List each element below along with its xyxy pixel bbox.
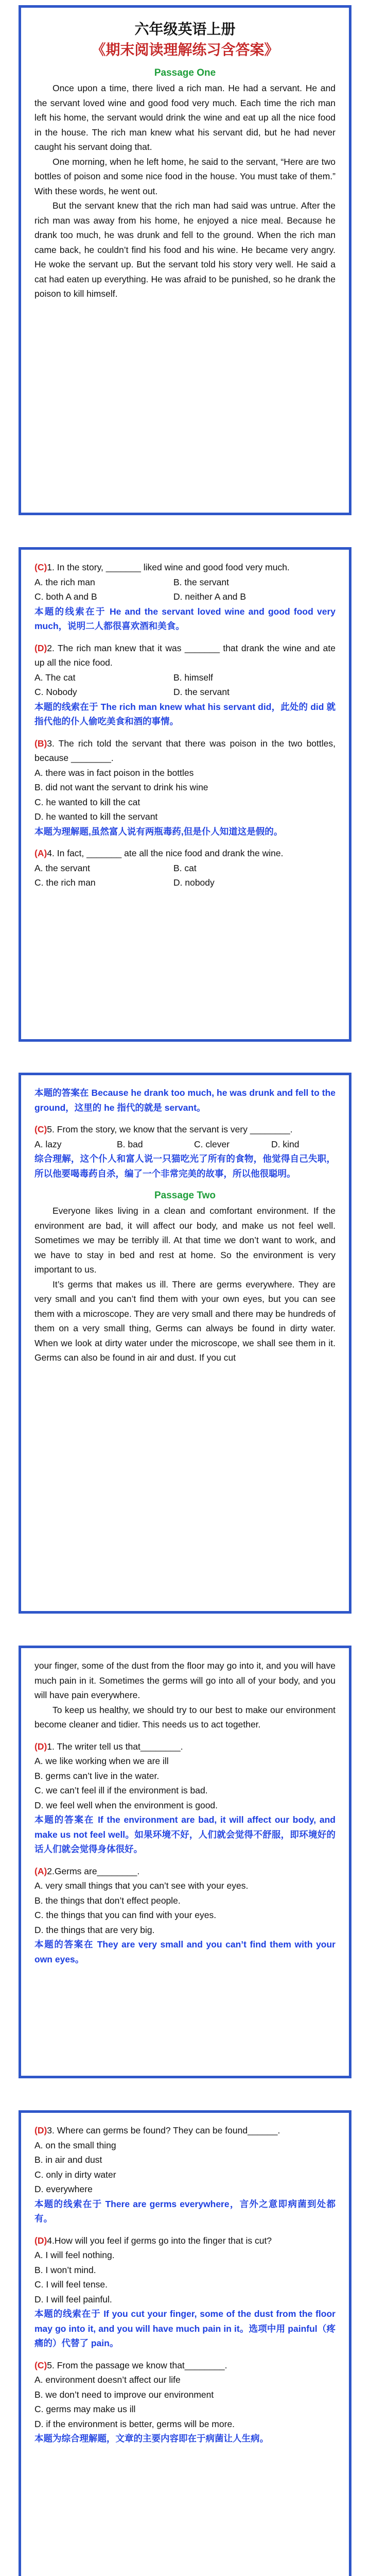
- passage-two-paragraph-3: To keep us healthy, we should try to our best to make our environment become cleaner and tidier. This needs us to act together.: [34, 1704, 336, 1730]
- passage-one-heading: Passage One: [154, 67, 216, 78]
- explanation-3: 本题为理解题,虽然富人说有两瓶毒药,但是仆人知道这是假的。: [34, 826, 283, 837]
- question-3: [34, 736, 336, 766]
- panel-questions-one: [19, 547, 351, 1042]
- question-2-5-stem: 5. From the passage we know that________.: [47, 2360, 227, 2370]
- explanation-2-3: 本题的线索在于 There are germs everywhere，言外之意即病菌到处都有。: [34, 2198, 336, 2224]
- question-5-options: [34, 1137, 336, 1152]
- question-4-options-row-2: [34, 875, 336, 890]
- option: C. germs may make us ill: [34, 2404, 136, 2414]
- answer-1: (C): [34, 562, 47, 572]
- question-2-1-stem: 1. The writer tell us that________.: [47, 1741, 183, 1752]
- option: B. the servant: [173, 577, 229, 587]
- question-2-4: [34, 2233, 336, 2248]
- explanation-2-1: 本题的答案在 If the environment are bad, it will affect our body, and make us not feel well。如果环境不好，人们就会觉得不舒服，即环境好的话人们就会觉得身体很好。: [34, 1815, 336, 1854]
- option: C. he wanted to kill the cat: [34, 796, 140, 807]
- option: B. the things that don’t effect people.: [34, 1895, 181, 1906]
- explanation-2-4: 本题的线索在于 If you cut your finger, some of the dust from the floor may go into it, and you will have much pain in it。选项中用 painful（疼痛的）代替了 pain。: [34, 2309, 336, 2348]
- answer-3: (B): [34, 738, 47, 749]
- option: D. he wanted to kill the servant: [34, 811, 158, 822]
- option: A. the rich man: [34, 577, 95, 587]
- option: A. we like working when we are ill: [34, 1756, 169, 1766]
- answer-2-5: (C): [34, 2360, 47, 2370]
- passage-one-paragraph-1: Once upon a time, there lived a rich man. He had a servant. He and the servant loved wine and good food very much. Each time the rich man left his home, the servant would drink the wine and eat up all the nice food in the house. The rich man knew what his servant did, but he had never caught his servant doing that.: [34, 83, 336, 152]
- question-4-stem: 4. In fact, _______ ate all the nice food and drank the wine.: [47, 848, 284, 858]
- answer-2: (D): [34, 642, 47, 653]
- option: B. bad: [117, 1139, 143, 1149]
- option: C. we can’t feel ill if the environment is bad.: [34, 1785, 208, 1795]
- explanation-2: 本题的线索在于 The rich man knew what his servant did，此处的 did 就指代他的仆人偷吃美食和酒的事情。: [34, 701, 336, 726]
- explanation-2-2: 本题的答案在 They are very small and you can’t find them with your own eyes。: [34, 1939, 336, 1964]
- question-1-stem: 1. In the story, _______ liked wine and good food very much.: [47, 562, 290, 572]
- question-2-2-stem: 2.Germs are________.: [47, 1866, 140, 1876]
- question-2-2: [34, 1864, 336, 1879]
- option: D. I will feel painful.: [34, 2294, 112, 2304]
- option: D. we feel well when the environment is good.: [34, 1800, 218, 1810]
- option: B. germs can’t live in the water.: [34, 1770, 160, 1781]
- option: A. The cat: [34, 672, 76, 683]
- passage-two-heading: Passage Two: [154, 1190, 216, 1201]
- option: A. lazy: [34, 1139, 62, 1149]
- question-4-options-row-1: [34, 861, 336, 876]
- explanation-1: 本题的线索在于 He and the servant loved wine and good food very much，说明二人都很喜欢酒和美食。: [34, 606, 336, 631]
- explanation-2-5: 本题为综合理解题，文章的主要内容即在于病菌让人生病。: [34, 2433, 269, 2444]
- panel-passage-two: [19, 1073, 351, 1614]
- option: C. clever: [194, 1139, 230, 1149]
- question-1: [34, 560, 336, 575]
- question-2-3-stem: 3. Where can germs be found? They can be found______.: [47, 2125, 280, 2136]
- question-2-stem: 2. The rich man knew that it was _______ that drank the wine and ate up all the nice food.: [34, 642, 336, 668]
- option: D. if the environment is better, germs will be more.: [34, 2418, 235, 2429]
- question-2-4-stem: 4.How will you feel if germs go into the finger that is cut?: [47, 2235, 272, 2246]
- passage-two-paragraph-2: It’s germs that makes us ill. There are germs everywhere. They are very small and you can’t find them with your own eyes, but you can see them with a microscope. They are very small and there may be hundreds of them on a very small thing, Germs can always be found in dirty water. When we look at dirty water under the microscope, we shall see them in it. Germs can also be found in air and dust. If you cut: [34, 1279, 336, 1363]
- question-2-5: [34, 2358, 336, 2373]
- question-5-stem: 5. From the story, we know that the servant is very ________.: [47, 1124, 293, 1134]
- option: C. the rich man: [34, 877, 96, 888]
- option: A. very small things that you can’t see with your eyes.: [34, 1880, 249, 1891]
- answer-4: (A): [34, 848, 47, 858]
- option: A. I will feel nothing.: [34, 2250, 115, 2260]
- question-1-options-row-2: [34, 589, 336, 604]
- question-1-options-row-1: [34, 575, 336, 590]
- answer-2-4: (D): [34, 2235, 47, 2246]
- question-2-1: [34, 1739, 336, 1754]
- panel-questions-two-b: [19, 2110, 351, 2576]
- question-3-stem: 3. The rich told the servant that there was poison in the two bottles, because ________.: [34, 738, 336, 763]
- explanation-4: 本题的答案在 Because he drank too much, he was drunk and fell to the ground，这里的 he 指代的就是 servant。: [34, 1088, 336, 1113]
- explanation-5: 综合理解，这个仆人和富人说一只猫吃光了所有的食物，他觉得自己失职，所以他要喝毒药自杀，编了一个非常完美的故事，所以他很聪明。: [34, 1154, 336, 1179]
- answer-2-3: (D): [34, 2125, 47, 2136]
- passage-two-continuation: your finger, some of the dust from the floor may go into it, and you will have much pain in it. Sometimes the germs will go into all of your body, and you will have pain everywhere.: [34, 1660, 336, 1700]
- option: C. both A and B: [34, 591, 97, 602]
- option: A. on the small thing: [34, 2140, 116, 2150]
- option: D. the servant: [173, 687, 230, 697]
- option: B. we don’t need to improve our environment: [34, 2389, 214, 2400]
- option: A. environment doesn’t affect our life: [34, 2375, 181, 2385]
- question-4: [34, 846, 336, 861]
- panel-passage-one: [19, 5, 351, 515]
- option: D. the things that are very big.: [34, 1924, 155, 1935]
- question-2-options-row-2: [34, 685, 336, 700]
- question-5: [34, 1122, 336, 1137]
- panel-questions-two-a: [19, 1646, 351, 2078]
- question-2: [34, 641, 336, 670]
- option: D. neither A and B: [173, 591, 246, 602]
- option: A. there was in fact poison in the bottles: [34, 767, 194, 778]
- passage-one-paragraph-2: One morning, when he left home, he said to the servant, “Here are two bottles of poison and some nice food in the house. You must take of them.” With these words, he went out.: [34, 156, 336, 196]
- answer-5: (C): [34, 1124, 47, 1134]
- passage-one-paragraph-3: But the servant knew that the rich man had said was untrue. After the rich man was away from his home, he enjoyed a nice meal. Because he drank too much, he was drunk and fell to the ground. When the rich man came back, he couldn’t find his food and his wine. He became very angry. He woke the servant up. But the servant told his story very well. He said a cat had eaten up everything. He was afraid to be punished, so he drank the poison to kill himself.: [34, 200, 336, 299]
- answer-2-1: (D): [34, 1741, 47, 1752]
- option: C. I will feel tense.: [34, 2279, 108, 2290]
- option: B. in air and dust: [34, 2155, 102, 2165]
- answer-2-2: (A): [34, 1866, 47, 1876]
- option: B. I won’t mind.: [34, 2264, 96, 2275]
- option: D. kind: [271, 1139, 299, 1149]
- passage-two-paragraph-1: Everyone likes living in a clean and comfortant environment. If the environment are bad, it will affect our body, and make us not feel well. Sometimes we may be terribly ill. At that time we don’t want to work, and we have to stay in bed and rest at home. So the environment is very important to us.: [34, 1206, 336, 1275]
- option: D. nobody: [173, 877, 215, 888]
- option: D. everywhere: [34, 2184, 93, 2194]
- option: B. did not want the servant to drink his wine: [34, 782, 208, 792]
- option: B. himself: [173, 672, 213, 683]
- option: C. the things that you can find with your eyes.: [34, 1910, 217, 1920]
- page-subtitle: 《期末阅读理解练习含答案》: [91, 42, 279, 58]
- option: C. only in dirty water: [34, 2169, 116, 2180]
- question-2-options-row-1: [34, 670, 336, 685]
- page-title: 六年级英语上册: [134, 21, 236, 37]
- option: B. cat: [173, 862, 197, 873]
- option: A. the servant: [34, 862, 90, 873]
- question-2-3: [34, 2123, 336, 2138]
- option: C. Nobody: [34, 687, 77, 697]
